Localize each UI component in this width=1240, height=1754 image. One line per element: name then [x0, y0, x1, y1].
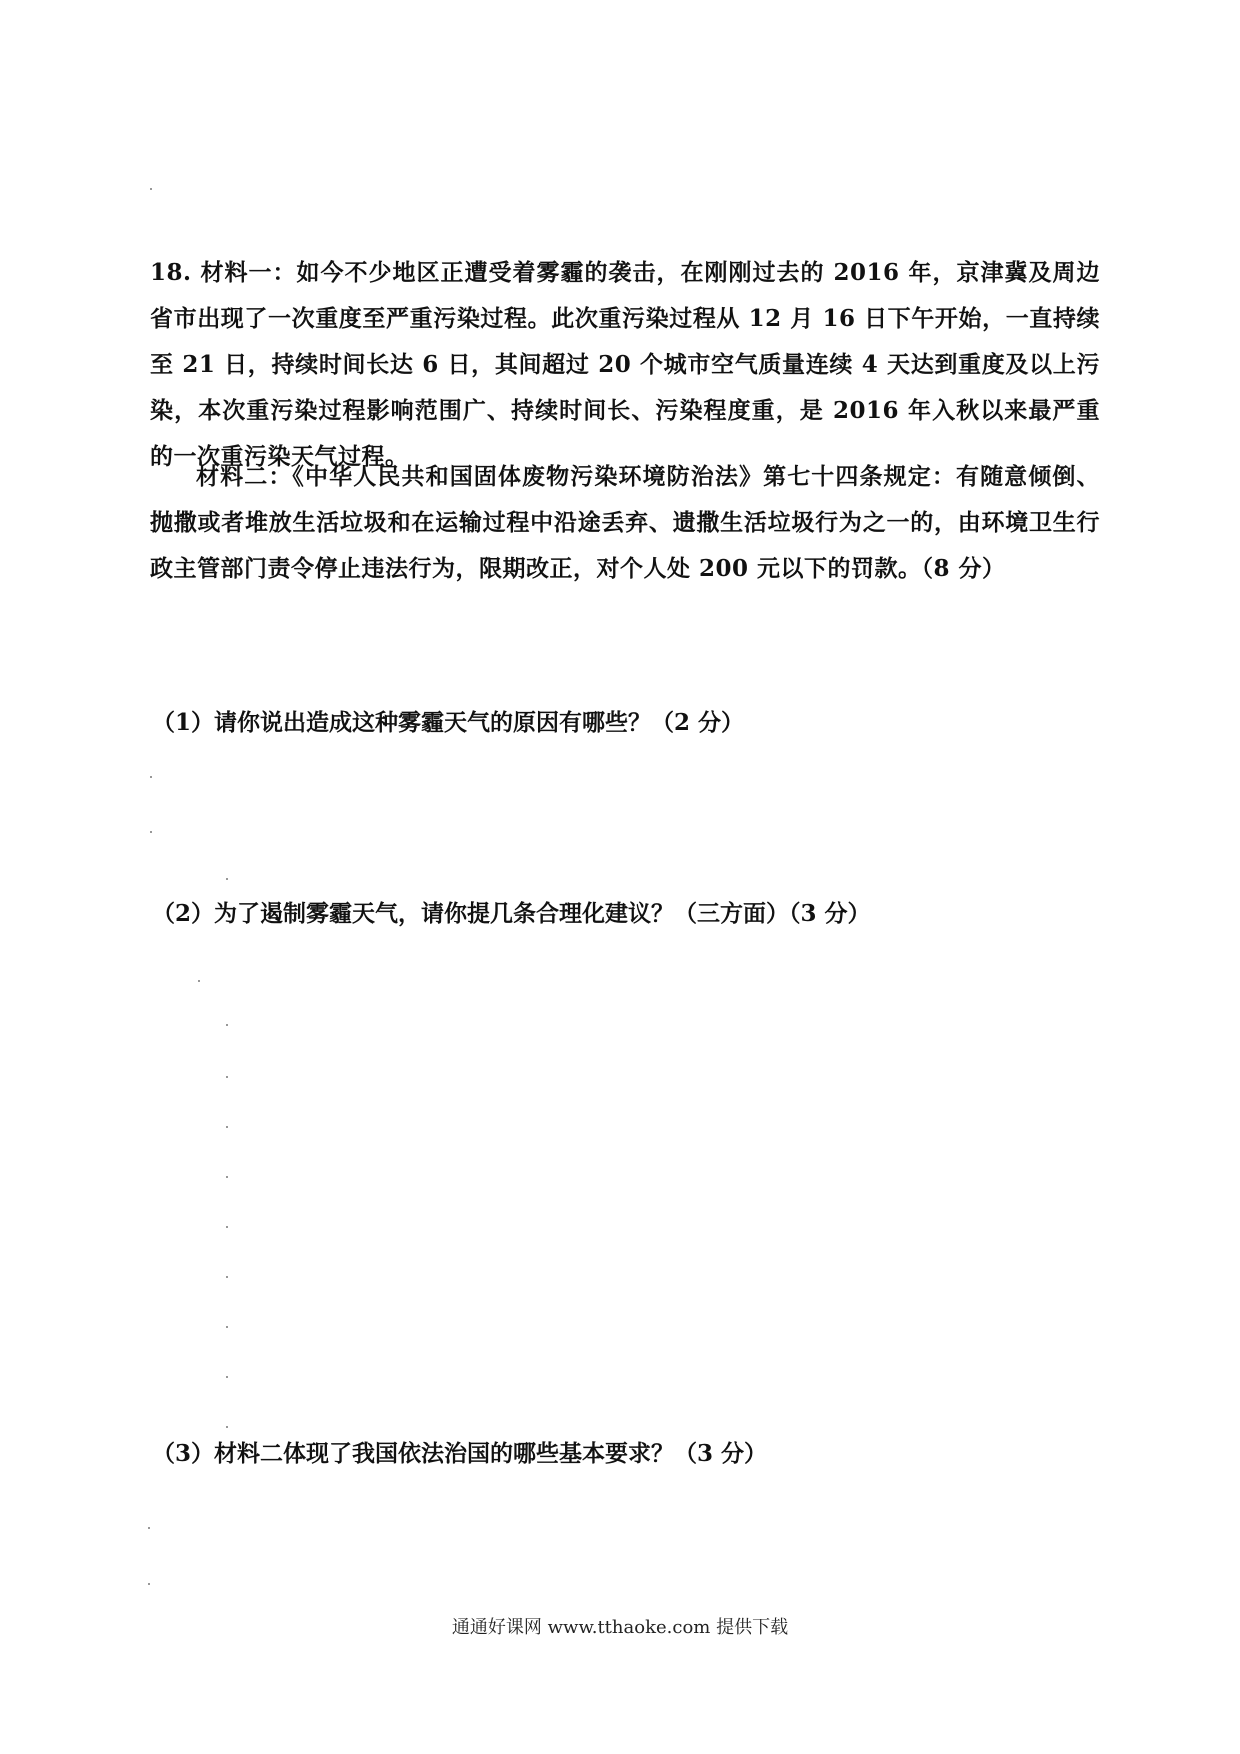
scan-speck	[150, 776, 152, 778]
material-two-paragraph: 材料二：《中华人民共和国固体废物污染环境防治法》第七十四条规定：有随意倾倒、抛撒或者堆放生活垃圾和在运输过程中沿途丢弃、遗撒生活垃圾行为之一的，由环境卫生行政主管部门责令停止违法行为，限期改正，对个人处 200 元以下的罚款。（8 分）	[150, 463, 1100, 582]
scan-speck	[198, 980, 200, 982]
scan-speck	[150, 831, 152, 833]
scan-speck	[226, 1076, 228, 1078]
sub-question-3: （3）材料二体现了我国依法治国的哪些基本要求？（3 分）	[152, 1440, 768, 1467]
scan-speck	[148, 1583, 150, 1585]
sub-question-2: （2）为了遏制雾霾天气，请你提几条合理化建议？（三方面）（3 分）	[152, 900, 871, 927]
scan-speck	[226, 1126, 228, 1128]
scan-speck	[226, 1326, 228, 1328]
scan-speck	[226, 1276, 228, 1278]
scan-speck	[226, 1024, 228, 1026]
footer-credit: 通通好课网 www.tthaoke.com 提供下载	[451, 1617, 789, 1638]
scan-speck	[226, 1376, 228, 1378]
scan-speck	[226, 1176, 228, 1178]
scan-speck	[148, 1527, 150, 1529]
scan-speck	[226, 1426, 228, 1428]
material-one-paragraph: 18. 材料一：如今不少地区正遭受着雾霾的袭击，在刚刚过去的 2016 年，京津冀及周边省市出现了一次重度至严重污染过程。此次重污染过程从 12 月 16 日下午开始，一直持续至 21 日，持续时间长达 6 日，其间超过 20 个城市空气质量连续 4 天达到重度及以上污染，本次重污染过程影响范围广、持续时间长、污染程度重，是 2016 年入秋以来最严重的一次重污染天气过程。	[150, 259, 1100, 470]
scan-speck	[226, 1226, 228, 1228]
sub-question-1: （1）请你说出造成这种雾霾天气的原因有哪些？（2 分）	[152, 709, 745, 736]
scan-speck	[226, 878, 228, 880]
scan-speck	[150, 188, 152, 190]
